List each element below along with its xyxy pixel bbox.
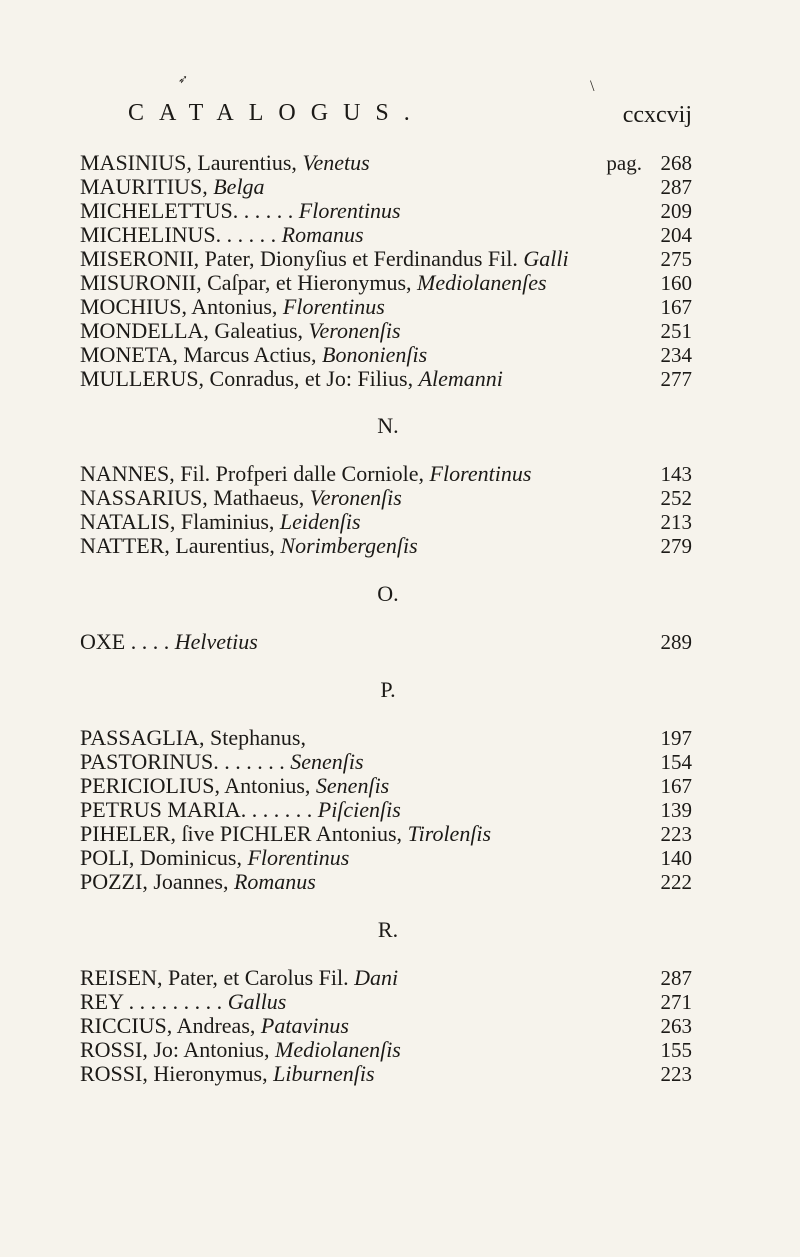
artist-name: PERICIOLIUS, Antonius,	[80, 773, 316, 798]
section-letter-p: P.	[380, 677, 396, 702]
artist-origin: Florentinus	[429, 461, 532, 486]
artist-origin: Romanus	[281, 222, 364, 247]
artist-origin: Helvetius	[174, 629, 258, 654]
artist-origin: Liburnenſis	[273, 1061, 375, 1086]
artist-origin: Galli	[523, 246, 569, 271]
artist-name: ROSSI, Jo: Antonius,	[80, 1037, 275, 1062]
artist-name: MICHELINUS. . . . . .	[80, 222, 282, 247]
section-letter-n: N.	[377, 413, 399, 438]
artist-origin: Florentinus	[247, 845, 350, 870]
page-reference: 287	[660, 175, 692, 199]
page-reference: 143	[660, 462, 692, 486]
page-reference: 167	[660, 774, 692, 798]
artist-origin: Norimbergenſis	[280, 533, 418, 558]
artist-origin: Florentinus	[282, 294, 385, 319]
artist-origin: Romanus	[233, 869, 316, 894]
artist-origin: Senenſis	[290, 749, 364, 774]
artist-name: PIHELER, ſive PICHLER Antonius,	[80, 821, 408, 846]
artist-name: NASSARIUS, Mathaeus,	[80, 485, 310, 510]
artist-origin: Mediolanenſis	[275, 1037, 401, 1062]
catalogue-title: CATALOGUS.	[128, 100, 425, 126]
artist-origin: Florentinus	[298, 198, 401, 223]
artist-name: MISURONII, Caſpar, et Hieronymus,	[80, 270, 418, 295]
artist-name: NANNES, Fil. Profperi dalle Corniole,	[80, 461, 430, 486]
artist-origin: Tirolenſis	[407, 821, 492, 846]
artist-name: ROSSI, Hieronymus,	[80, 1061, 274, 1086]
artist-name: OXE . . . .	[80, 629, 175, 654]
catalogue-entry	[80, 868, 692, 896]
page-reference: 197	[660, 726, 692, 750]
artist-name: RICCIUS, Andreas,	[80, 1013, 261, 1038]
page-reference: 204	[660, 223, 692, 247]
artist-name: PASSAGLIA, Stephanus,	[80, 725, 306, 750]
page-reference: 140	[660, 846, 692, 870]
artist-name: MASINIUS, Laurentius,	[80, 150, 303, 175]
running-header	[128, 100, 692, 132]
page-reference: 160	[660, 271, 692, 295]
page-reference: 287	[660, 966, 692, 990]
artist-name: POZZI, Joannes,	[80, 869, 234, 894]
catalogue-entry	[80, 532, 692, 560]
artist-name: MONETA, Marcus Actius,	[80, 342, 323, 367]
artist-origin: Gallus	[227, 989, 287, 1014]
artist-origin: Venetus	[302, 150, 370, 175]
catalogue-entry	[80, 1060, 692, 1088]
page-reference: 271	[660, 990, 692, 1014]
artist-name: MISERONII, Pater, Dionyſius et Ferdinandus Fil.	[80, 246, 524, 271]
artist-origin: Alemanni	[418, 366, 503, 391]
artist-name: NATALIS, Flaminius,	[80, 509, 280, 534]
page-reference: 139	[660, 798, 692, 822]
page-blemish: \	[590, 78, 595, 95]
page-reference: 234	[660, 343, 692, 367]
page-reference: 251	[660, 319, 692, 343]
artist-origin: Patavinus	[260, 1013, 349, 1038]
artist-name: MONDELLA, Galeatius,	[80, 318, 309, 343]
artist-origin: Senenſis	[315, 773, 390, 798]
artist-name: POLI, Dominicus,	[80, 845, 248, 870]
page-blemish: ➶	[178, 72, 189, 86]
page-reference: 155	[660, 1038, 692, 1062]
artist-name: PASTORINUS. . . . . . .	[80, 749, 291, 774]
page-reference: 213	[660, 510, 692, 534]
page-reference: 223	[660, 1062, 692, 1086]
artist-origin: Leidenſis	[279, 509, 361, 534]
artist-name: REY . . . . . . . . .	[80, 989, 228, 1014]
artist-origin: Piſcienſis	[317, 797, 401, 822]
page-reference: 154	[660, 750, 692, 774]
catalogue-entry	[80, 365, 692, 393]
section-letter-r: R.	[377, 917, 399, 942]
page-reference: 167	[660, 295, 692, 319]
page-reference: 275	[660, 247, 692, 271]
pag-label: pag.	[606, 151, 642, 175]
artist-name: MAURITIUS,	[80, 174, 214, 199]
artist-name: PETRUS MARIA. . . . . . .	[80, 797, 318, 822]
artist-name: MICHELETTUS. . . . . .	[80, 198, 299, 223]
artist-name: NATTER, Laurentius,	[80, 533, 281, 558]
artist-origin: Mediolanenſes	[417, 270, 547, 295]
page-reference: 263	[660, 1014, 692, 1038]
page-reference: 223	[660, 822, 692, 846]
artist-name: REISEN, Pater, et Carolus Fil.	[80, 965, 355, 990]
artist-origin: Bononienſis	[322, 342, 428, 367]
page-reference: 279	[660, 534, 692, 558]
artist-origin: Dani	[354, 965, 399, 990]
page-reference: 209	[660, 199, 692, 223]
catalogue-entry	[80, 628, 692, 656]
section-letter-o: O.	[377, 581, 399, 606]
artist-origin: Veronenſis	[309, 485, 402, 510]
artist-origin: Veronenſis	[308, 318, 401, 343]
artist-origin: Belga	[213, 174, 265, 199]
page-reference: 268	[660, 151, 692, 175]
page-folio: ccxcvij	[622, 102, 692, 128]
artist-name: MOCHIUS, Antonius,	[80, 294, 283, 319]
page-reference: 277	[660, 367, 692, 391]
page-reference: 289	[660, 630, 692, 654]
page-reference: 222	[660, 870, 692, 894]
page-reference: 252	[660, 486, 692, 510]
artist-name: MULLERUS, Conradus, et Jo: Filius,	[80, 366, 419, 391]
